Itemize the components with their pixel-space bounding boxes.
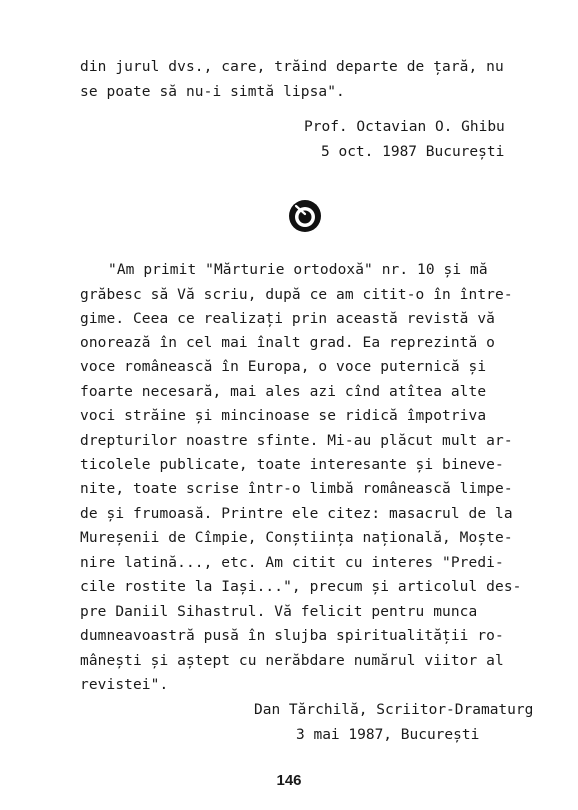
ornament-ring-icon [287, 198, 323, 234]
text-line: revistei". [80, 677, 169, 693]
text-line: voce românească în Europa, o voce puternică și [80, 359, 487, 375]
text-line: de și frumoasă. Printre ele citez: masacrul de la [80, 506, 513, 522]
page-number: 146 [276, 772, 302, 789]
text-line: "Am primit "Mărturie ortodoxă" nr. 10 și mă [108, 262, 488, 278]
text-line: foarte necesară, mai ales azi cînd atîtea alte [80, 384, 487, 400]
text-line: gime. Ceea ce realizați prin această revistă vă [80, 311, 495, 327]
signature-name: Dan Tărchilă, Scriitor-Dramaturg [254, 702, 534, 718]
text-line: grăbesc să Vă scriu, după ce am citit-o în între- [80, 287, 513, 303]
text-line: se poate să nu-i simtă lipsa". [80, 84, 345, 100]
signature-date: 3 mai 1987, București [296, 727, 480, 743]
text-line: mânești și aștept cu nerăbdare numărul viitor al [80, 653, 504, 669]
text-line: ticolele publicate, toate interesante și bineve- [80, 457, 504, 473]
text-line: voci străine și mincinoase se ridică împotriva [80, 408, 487, 424]
text-line: cile rostite la Iași...", precum și articolul des- [80, 579, 522, 595]
text-line: nite, toate scrise într-o limbă românească limpe- [80, 481, 513, 497]
text-line: nire latină..., etc. Am citit cu interes "Predi- [80, 555, 504, 571]
text-line: pre Daniil Sihastrul. Vă felicit pentru munca [80, 604, 478, 620]
signature-name: Prof. Octavian O. Ghibu [304, 119, 505, 135]
text-line: drepturilor noastre sfinte. Mi-au plăcut mult ar- [80, 433, 513, 449]
signature-date: 5 oct. 1987 București [321, 144, 505, 160]
text-line: dumneavoastră pusă în slujba spiritualității ro- [80, 628, 504, 644]
text-line: Mureșenii de Cîmpie, Conștiința națională, Moște- [80, 530, 513, 546]
text-line: din jurul dvs., care, trăind departe de țară, nu [80, 59, 504, 75]
text-line: onorează în cel mai înalt grad. Ea reprezintă o [80, 335, 495, 351]
